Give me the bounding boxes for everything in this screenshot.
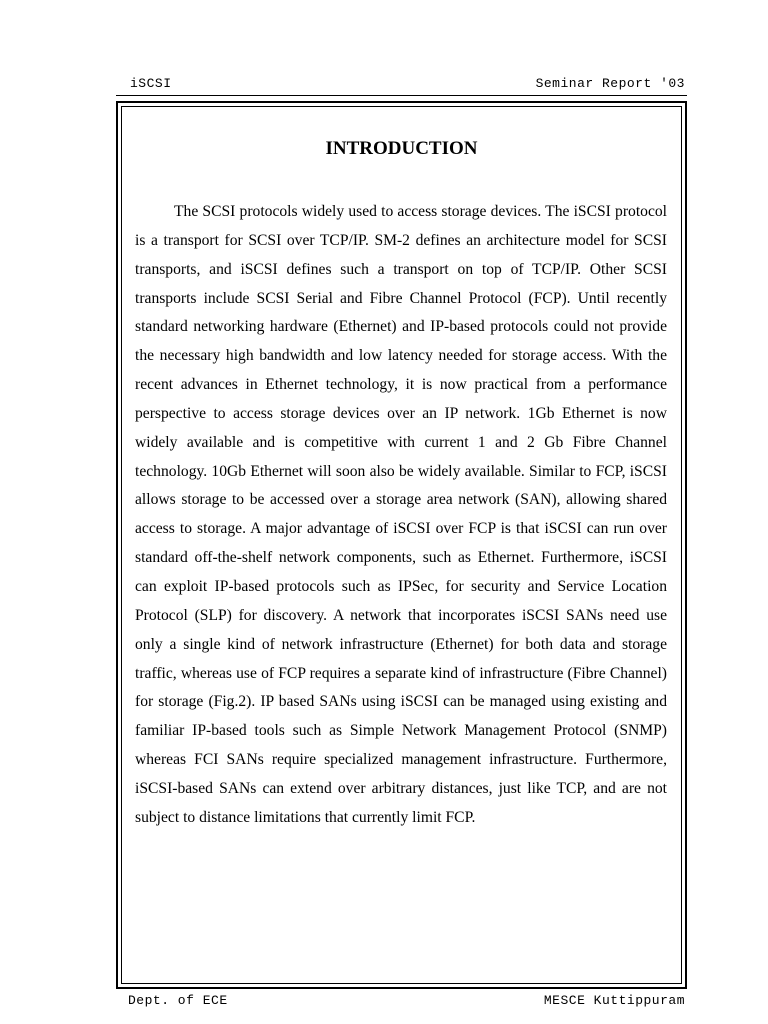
running-footer-right: MESCE Kuttippuram: [543, 993, 685, 1008]
footer-rule: [116, 988, 687, 989]
running-header-right: Seminar Report '03: [535, 76, 685, 91]
header-rule: [116, 95, 687, 96]
running-footer-left: Dept. of ECE: [128, 993, 228, 1008]
body-paragraph: The SCSI protocols widely used to access storage devices. The iSCSI protocol is a transport for SCSI over TCP/IP. SM-2 defines an architecture model for SCSI transports, and iSCSI defines such a transport on top of TCP/IP. Other SCSI transports include SCSI Serial and Fibre Channel Protocol (FCP). Until recently standard networking hardware (Ethernet) and IP-based protocols could not provide the necessary high bandwidth and low latency needed for storage access. With the recent advances in Ethernet technology, it is now practical from a performance perspective to access storage devices over an IP network. 1Gb Ethernet is now widely available and is competitive with current 1 and 2 Gb Fibre Channel technology. 10Gb Ethernet will soon also be widely available. Similar to FCP, iSCSI allows storage to be accessed over a storage area network (SAN), allowing shared access to storage. A major advantage of iSCSI over FCP is that iSCSI can run over standard off-the-shelf network components, such as Ethernet. Furthermore, iSCSI can exploit IP-based protocols such as IPSec, for security and Service Location Protocol (SLP) for discovery. A network that incorporates iSCSI SANs need use only a single kind of network infrastructure (Ethernet) for both data and storage traffic, whereas use of FCP requires a separate kind of infrastructure (Fibre Channel) for storage (Fig.2). IP based SANs using iSCSI can be managed using existing and familiar IP-based tools such as Simple Network Management Protocol (SNMP) whereas FCI SANs require specialized management infrastructure. Furthermore, iSCSI-based SANs can extend over arbitrary distances, just like TCP, and are not subject to distance limitations that currently limit FCP.: [135, 203, 667, 826]
running-header-left: iSCSI: [130, 76, 172, 91]
section-title: INTRODUCTION: [325, 138, 478, 159]
